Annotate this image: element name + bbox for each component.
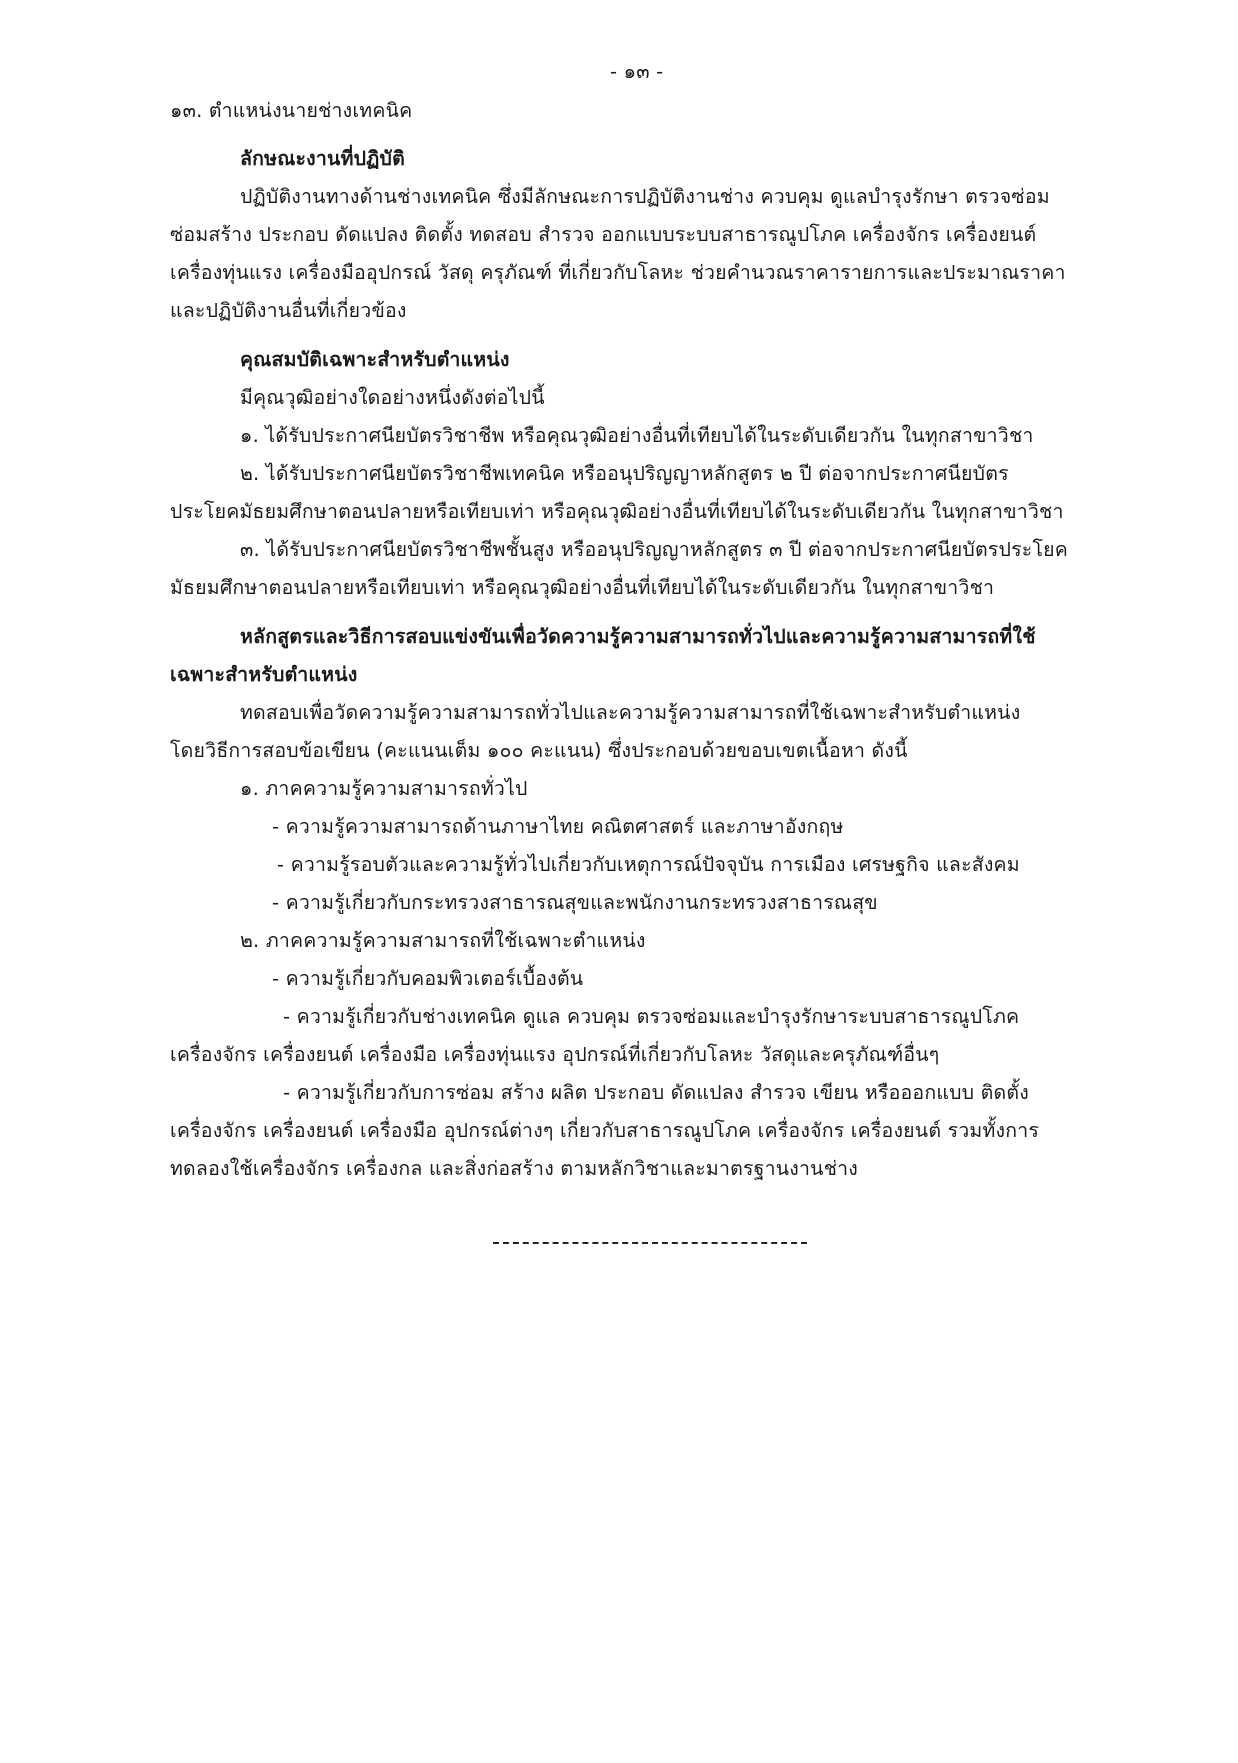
exam-bullet: - ความรู้เกี่ยวกับช่างเทคนิค ดูแล ควบคุม ตรวจซ่อมและบำรุงรักษาระบบสาธารณูปโภค bbox=[283, 1005, 1020, 1028]
qualifications-line: มัธยมศึกษาตอนปลายหรือเทียบเท่า หรือคุณวุฒิอย่างอื่นที่เทียบได้ในระดับเดียวกัน ในทุกสาขาวิชา bbox=[170, 576, 995, 599]
exam-bullet: - ความรู้เกี่ยวกับกระทรวงสาธารณสุขและพนักงานกระทรวงสาธารณสุข bbox=[272, 891, 878, 914]
duties-heading: ลักษณะงานที่ปฏิบัติ bbox=[240, 147, 405, 170]
qualifications-heading: คุณสมบัติเฉพาะสำหรับตำแหน่ง bbox=[240, 348, 510, 371]
exam-bullet: - ความรู้เกี่ยวกับการซ่อม สร้าง ผลิต ประกอบ ดัดแปลง สำรวจ เขียน หรือออกแบบ ติดตั้ง bbox=[283, 1081, 1029, 1104]
qualifications-line: ประโยคมัธยมศึกษาตอนปลายหรือเทียบเท่า หรือคุณวุฒิอย่างอื่นที่เทียบได้ในระดับเดียวกัน ในทุกสาขาวิชา bbox=[170, 500, 1064, 523]
exam-line: โดยวิธีการสอบข้อเขียน (คะแนนเต็ม ๑๐๐ คะแนน) ซึ่งประกอบด้วยขอบเขตเนื้อหา ดังนี้ bbox=[170, 739, 908, 762]
duties-line: ซ่อมสร้าง ประกอบ ดัดแปลง ติดตั้ง ทดสอบ สำรวจ ออกแบบระบบสาธารณูปโภค เครื่องจักร เครื่องยนต์ bbox=[170, 223, 1037, 246]
exam-bullet: - ความรู้เกี่ยวกับคอมพิวเตอร์เบื้องต้น bbox=[272, 967, 584, 990]
duties-line: และปฏิบัติงานอื่นที่เกี่ยวข้อง bbox=[170, 299, 407, 322]
section-title: ๑๓. ตำแหน่งนายช่างเทคนิค bbox=[170, 99, 413, 122]
exam-part-heading: ๑. ภาคความรู้ความสามารถทั่วไป bbox=[240, 777, 528, 800]
exam-part-heading: ๒. ภาคความรู้ความสามารถที่ใช้เฉพาะตำแหน่ง bbox=[240, 929, 646, 952]
qualifications-line: ๑. ได้รับประกาศนียบัตรวิชาชีพ หรือคุณวุฒิอย่างอื่นที่เทียบได้ในระดับเดียวกัน ในทุกสาขาวิชา bbox=[240, 424, 1034, 447]
exam-bullet: - ความรู้รอบตัวและความรู้ทั่วไปเกี่ยวกับเหตุการณ์ปัจจุบัน การเมือง เศรษฐกิจ และสังคม bbox=[277, 853, 1020, 876]
duties-line: เครื่องทุ่นแรง เครื่องมืออุปกรณ์ วัสดุ ครุภัณฑ์ ที่เกี่ยวกับโลหะ ช่วยคำนวณราคารายการและประมาณราคา bbox=[170, 261, 1066, 284]
exam-heading: หลักสูตรและวิธีการสอบแข่งขันเพื่อวัดความรู้ความสามารถทั่วไปและความรู้ความสามารถที่ใช้ bbox=[240, 625, 1036, 648]
duties-line: ปฏิบัติงานทางด้านช่างเทคนิค ซึ่งมีลักษณะการปฏิบัติงานช่าง ควบคุม ดูแลบำรุงรักษา ตรวจซ่อม bbox=[240, 185, 1050, 208]
qualifications-line: ๓. ได้รับประกาศนียบัตรวิชาชีพชั้นสูง หรืออนุปริญญาหลักสูตร ๓ ปี ต่อจากประกาศนียบัตรประโยค bbox=[240, 538, 1069, 561]
exam-line: ทดสอบเพื่อวัดความรู้ความสามารถทั่วไปและความรู้ความสามารถที่ใช้เฉพาะสำหรับตำแหน่ง bbox=[240, 701, 1021, 724]
exam-bullet-cont: ทดลองใช้เครื่องจักร เครื่องกล และสิ่งก่อสร้าง ตามหลักวิชาและมาตรฐานงานช่าง bbox=[170, 1157, 859, 1180]
end-divider bbox=[493, 1242, 807, 1244]
page-number: - ๑๓ - bbox=[610, 60, 664, 83]
exam-bullet: - ความรู้ความสามารถด้านภาษาไทย คณิตศาสตร์ และภาษาอังกฤษ bbox=[272, 815, 844, 838]
exam-bullet-cont: เครื่องจักร เครื่องยนต์ เครื่องมือ อุปกรณ์ต่างๆ เกี่ยวกับสาธารณูปโภค เครื่องจักร เครื่องยนต์ รวมทั้งการ bbox=[170, 1119, 1040, 1142]
qualifications-line: มีคุณวุฒิอย่างใดอย่างหนึ่งดังต่อไปนี้ bbox=[240, 386, 545, 409]
qualifications-line: ๒. ได้รับประกาศนียบัตรวิชาชีพเทคนิค หรืออนุปริญญาหลักสูตร ๒ ปี ต่อจากประกาศนียบัตร bbox=[240, 462, 1009, 485]
exam-bullet-cont: เครื่องจักร เครื่องยนต์ เครื่องมือ เครื่องทุ่นแรง อุปกรณ์ที่เกี่ยวกับโลหะ วัสดุและครุภัณฑ์อื่นๆ bbox=[170, 1043, 940, 1066]
exam-heading: เฉพาะสำหรับตำแหน่ง bbox=[170, 663, 358, 686]
